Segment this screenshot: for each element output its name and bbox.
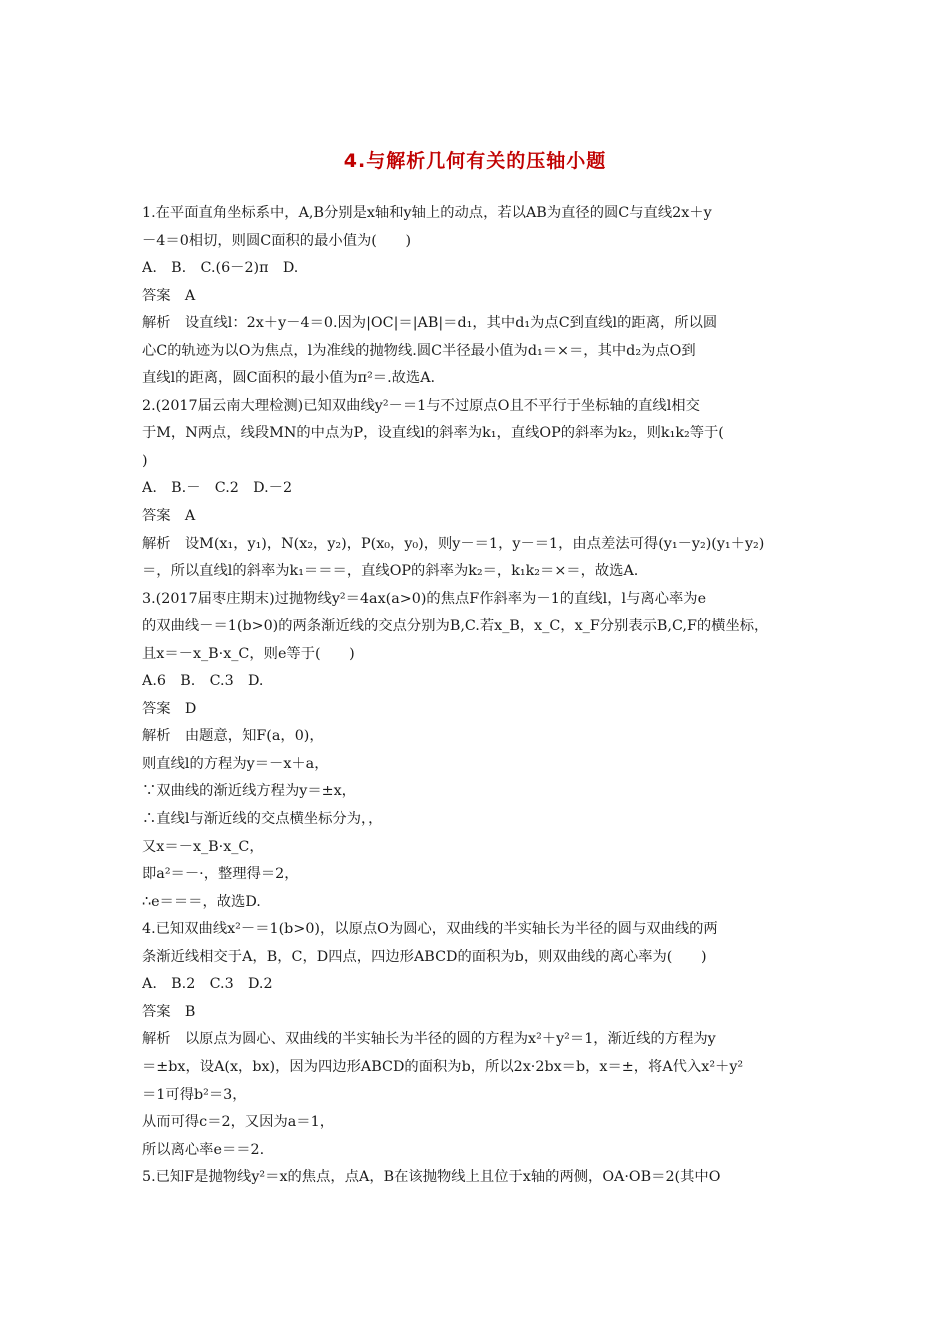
text-line: 答案 A [142, 287, 196, 304]
text-line: 答案 A [142, 508, 196, 525]
text-line: 4.已知双曲线x²－＝1(b>0)，以原点O为圆心，双曲线的半实轴长为半径的圆与双曲线的两 [142, 921, 718, 938]
text-line: ∵双曲线的渐近线方程为y＝±x， [142, 783, 356, 800]
text-line: 所以离心率e＝＝2. [142, 1141, 265, 1158]
text-line: ＝，所以直线l的斜率为k₁＝＝＝，直线OP的斜率为k₂＝，k₁k₂＝×＝，故选A. [142, 563, 639, 580]
text-line: 解析 以原点为圆心、双曲线的半实轴长为半径的圆的方程为x²＋y²＝1，渐近线的方程为y [142, 1031, 716, 1048]
text-line: 解析 由题意，知F(a，0)， [142, 728, 324, 745]
text-line: 答案 D [142, 700, 197, 717]
text-line: ＝±bx，设A(x，bx)，因为四边形ABCD的面积为b，所以2x·2bx＝b，x＝±，将A代入x²＋y² [142, 1058, 744, 1075]
text-line: 于M，N两点，线段MN的中点为P，设直线l的斜率为k₁，直线OP的斜率为k₂，则k₁k₂等于( [142, 425, 724, 442]
text-line: A. B.－ C.2 D.－2 [142, 480, 293, 497]
text-line: A. B. C.(6－2)π D. [142, 260, 299, 277]
text-line: 的双曲线－＝1(b>0)的两条渐近线的交点分别为B,C.若x_B，x_C，x_F分别表示B,C,F的横坐标， [142, 618, 769, 635]
text-line: 即a²＝－·，整理得＝2， [142, 866, 299, 883]
text-line: ) [142, 452, 148, 469]
document-title: 4.与解析几何有关的压轴小题 [343, 150, 607, 172]
text-line: 则直线l的方程为y＝－x＋a， [142, 755, 329, 772]
text-line: 且x＝－x_B·x_C，则e等于( ) [142, 645, 355, 662]
text-line: 心C的轨迹为以O为焦点，l为准线的抛物线.圆C半径最小值为d₁＝×＝，其中d₂为点O到 [142, 342, 696, 359]
text-line: 2.(2017届云南大理检测)已知双曲线y²－＝1与不过原点O且不平行于坐标轴的直线l相交 [142, 397, 700, 414]
text-line: ∴直线l与渐近线的交点横坐标分为，， [142, 811, 383, 828]
text-line: A.6 B. C.3 D. [142, 673, 264, 690]
text-line: 又x＝－x_B·x_C， [142, 838, 264, 855]
text-line: 3.(2017届枣庄期末)过抛物线y²＝4ax(a>0)的焦点F作斜率为－1的直线l，l与离心率为e [142, 590, 707, 607]
document-body [142, 200, 810, 1192]
text-line: 1.在平面直角坐标系中，A,B分别是x轴和y轴上的动点，若以AB为直径的圆C与直线2x＋y [142, 205, 712, 221]
text-line: 从而可得c＝2，又因为a＝1， [142, 1114, 334, 1131]
text-line: 直线l的距离，圆C面积的最小值为π²＝.故选A. [142, 370, 436, 387]
text-line: 5.已知F是抛物线y²＝x的焦点，点A，B在该抛物线上且位于x轴的两侧，OA·OB＝2(其中O [142, 1169, 721, 1186]
text-line: 条渐近线相交于A，B，C，D四点，四边形ABCD的面积为b，则双曲线的离心率为( ) [142, 948, 707, 965]
text-line: －4＝0相切，则圆C面积的最小值为( ) [142, 232, 412, 249]
text-line: 解析 设M(x₁，y₁)，N(x₂，y₂)，P(x₀，y₀)，则y－＝1，y－＝1，由点差法可得(y₁－y₂)(y₁＋y₂) [142, 535, 765, 552]
text-line: A. B.2 C.3 D.2 [142, 976, 273, 993]
text-line: 答案 B [142, 1003, 196, 1020]
text-line: ＝1可得b²＝3， [142, 1086, 247, 1103]
text-line: ∴e＝＝＝，故选D. [142, 893, 261, 910]
text-line: 解析 设直线l：2x＋y－4＝0.因为|OC|＝|AB|＝d₁，其中d₁为点C到直线l的距离，所以圆 [142, 315, 718, 332]
